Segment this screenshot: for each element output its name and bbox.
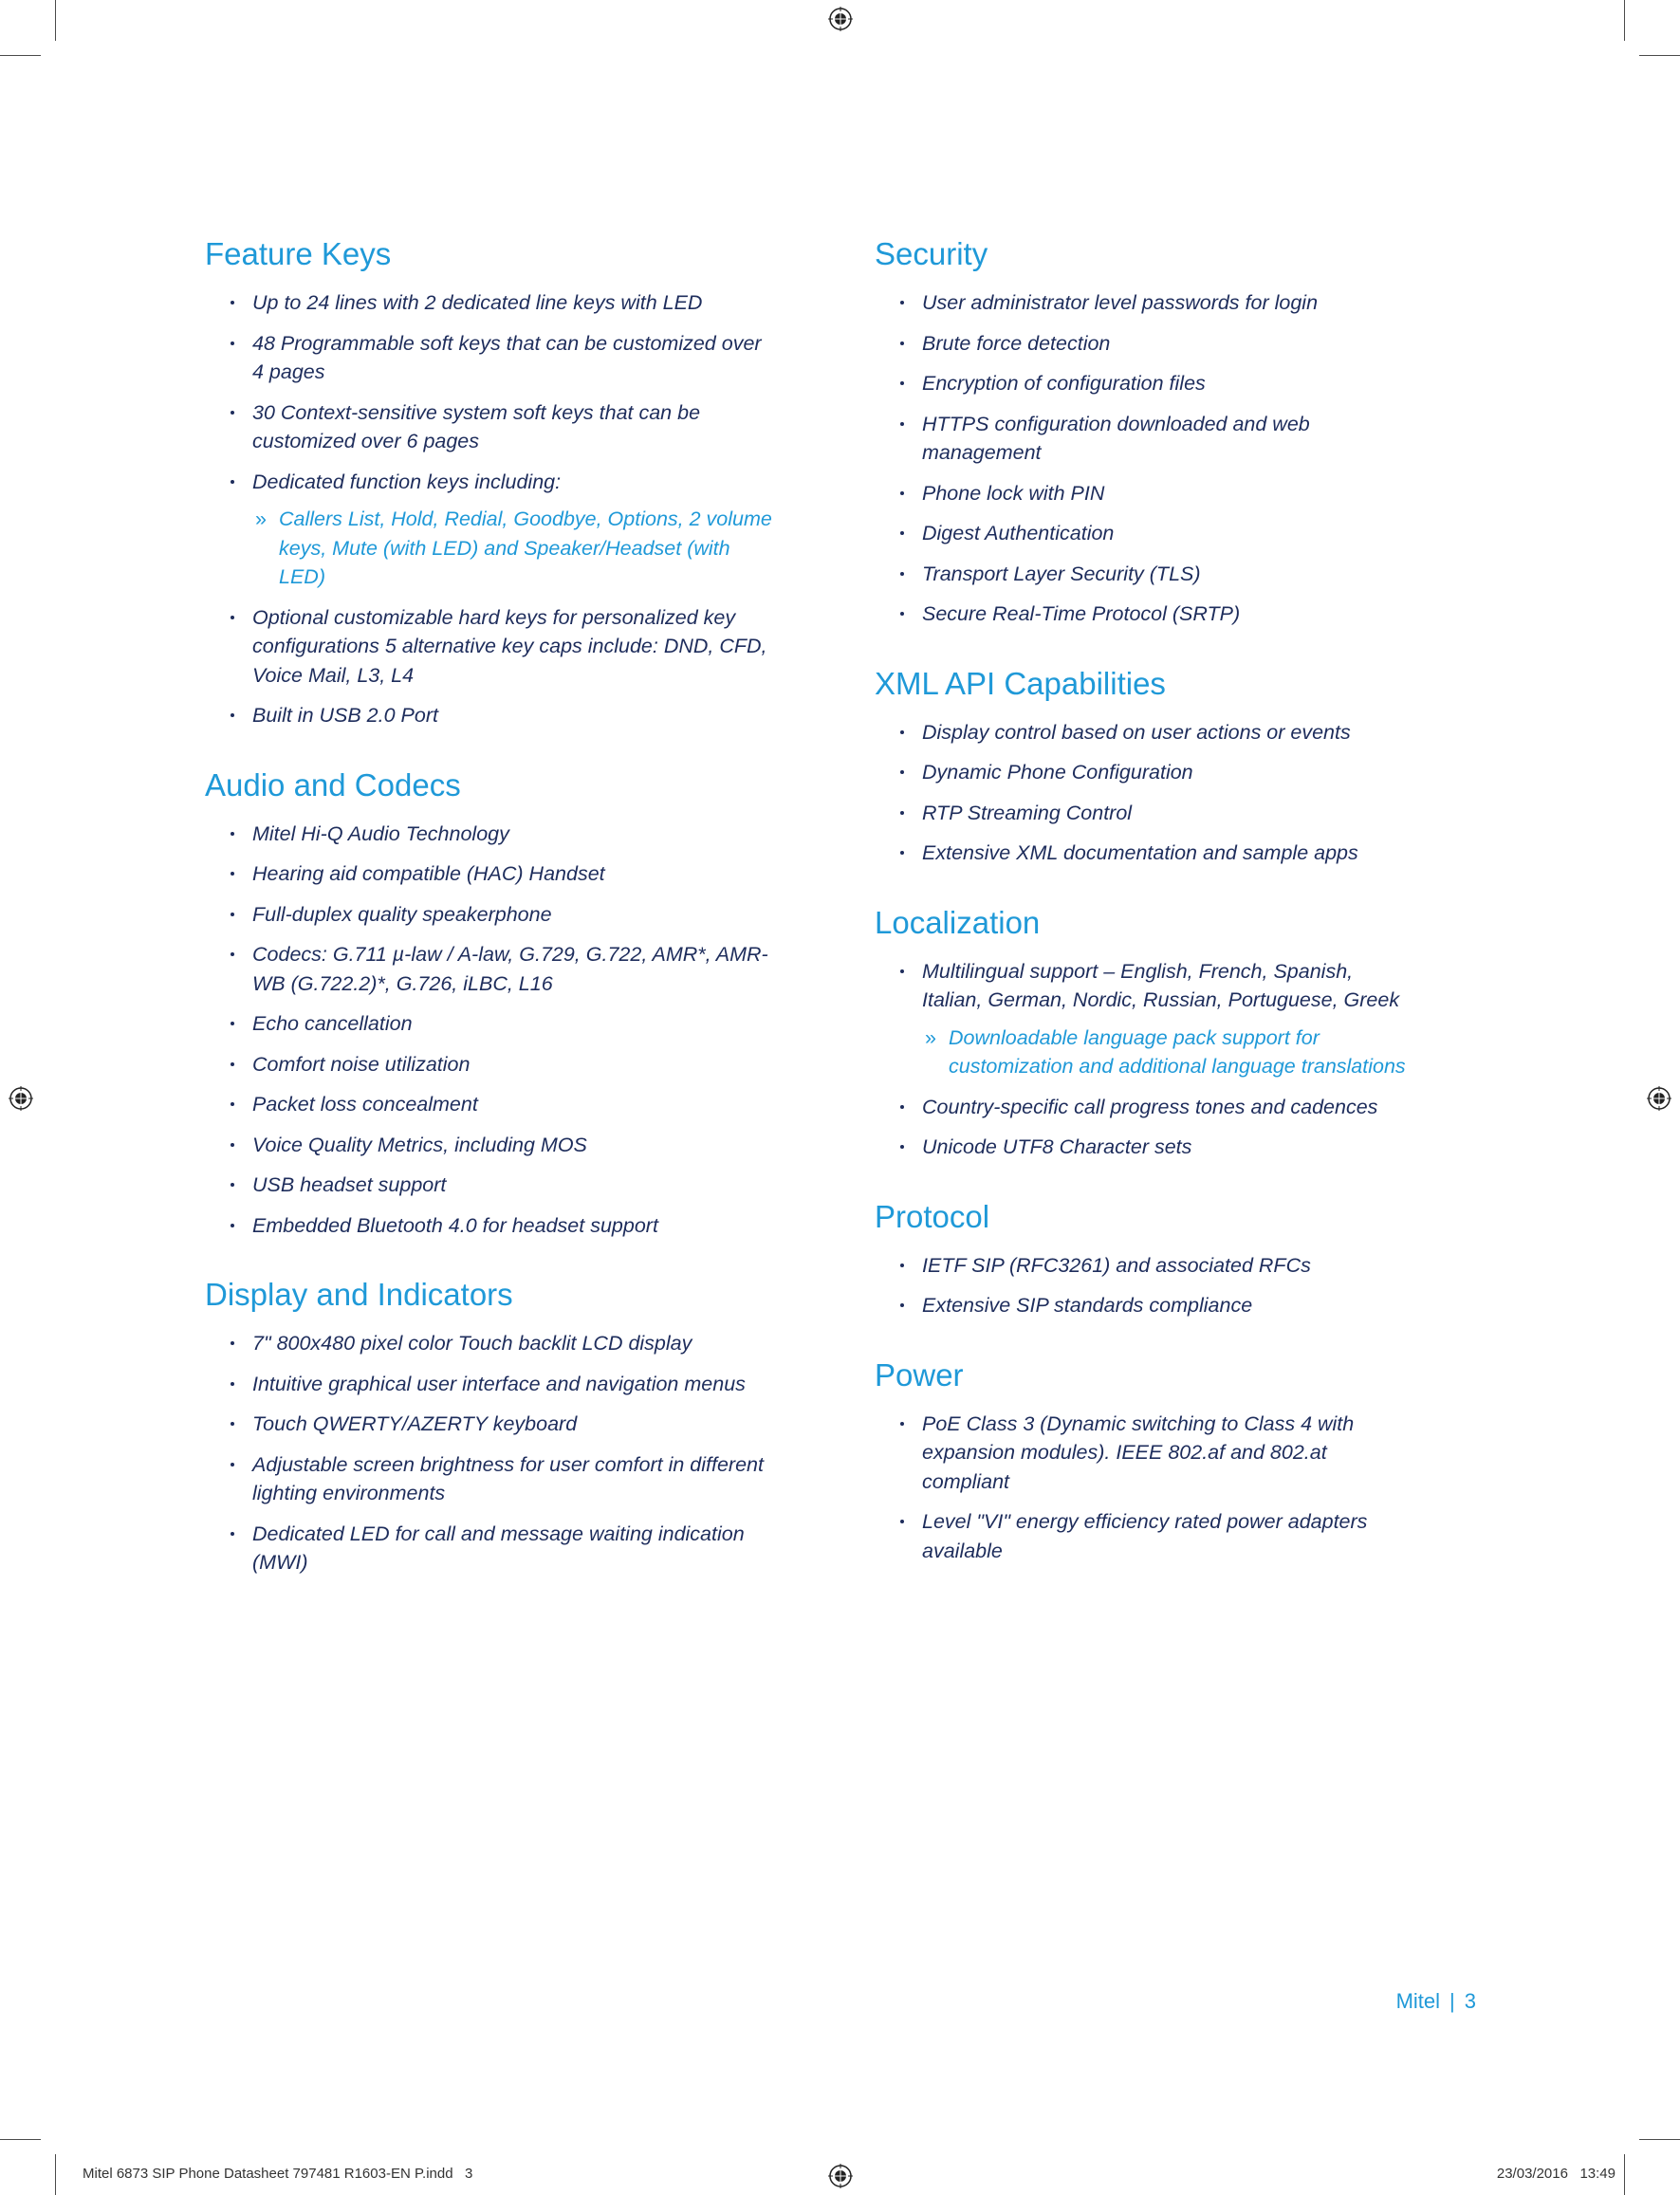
page-number: 3 bbox=[1464, 1989, 1476, 2013]
feature-item: Hearing aid compatible (HAC) Handset bbox=[205, 859, 774, 889]
crop-mark bbox=[1639, 2139, 1680, 2140]
feature-item: Codecs: G.711 µ-law / A-law, G.729, G.722, AMR*, AMR-WB (G.722.2)*, G.726, iLBC, L16 bbox=[205, 940, 774, 998]
crop-mark bbox=[1624, 0, 1625, 41]
feature-item: 7" 800x480 pixel color Touch backlit LCD display bbox=[205, 1329, 774, 1358]
feature-item: Full-duplex quality speakerphone bbox=[205, 900, 774, 930]
crop-mark bbox=[0, 55, 41, 56]
feature-item: Dynamic Phone Configuration bbox=[875, 758, 1406, 787]
feature-list bbox=[875, 288, 1406, 629]
feature-item: Optional customizable hard keys for personalized key configurations 5 alternative key caps include: DND, CFD, Voice Mail, L3, L4 bbox=[205, 603, 774, 691]
section-heading: XML API Capabilities bbox=[875, 665, 1166, 701]
feature-item: Encryption of configuration files bbox=[875, 369, 1406, 398]
feature-list bbox=[875, 718, 1406, 868]
feature-item: PoE Class 3 (Dynamic switching to Class 4 with expansion modules). IEEE 802.af and 802.at compliant bbox=[875, 1410, 1406, 1497]
feature-item: Phone lock with PIN bbox=[875, 479, 1406, 508]
feature-section bbox=[875, 1353, 1406, 1566]
section-heading: Security bbox=[875, 236, 988, 271]
feature-item: Level "VI" energy efficiency rated power adapters available bbox=[875, 1507, 1406, 1565]
feature-item: Digest Authentication bbox=[875, 519, 1406, 548]
feature-section bbox=[875, 900, 1406, 1162]
feature-item: Intuitive graphical user interface and navigation menus bbox=[205, 1370, 774, 1399]
feature-section bbox=[205, 763, 774, 1241]
feature-item: Extensive SIP standards compliance bbox=[875, 1291, 1406, 1320]
feature-item: Display control based on user actions or events bbox=[875, 718, 1406, 747]
feature-list bbox=[205, 820, 774, 1241]
section-heading: Audio and Codecs bbox=[205, 766, 461, 802]
right-column bbox=[875, 231, 1406, 1597]
feature-item: Up to 24 lines with 2 dedicated line keys with LED bbox=[205, 288, 774, 318]
feature-item: Brute force detection bbox=[875, 329, 1406, 359]
feature-list bbox=[205, 1329, 774, 1577]
feature-item: Secure Real-Time Protocol (SRTP) bbox=[875, 599, 1406, 629]
print-slug-date: 23/03/2016 13:49 bbox=[1496, 2166, 1615, 2182]
feature-item: Dedicated LED for call and message waiting indication (MWI) bbox=[205, 1520, 774, 1577]
crop-mark bbox=[0, 2139, 41, 2140]
feature-item: Voice Quality Metrics, including MOS bbox=[205, 1131, 774, 1160]
section-heading: Power bbox=[875, 1356, 964, 1393]
feature-list bbox=[875, 1410, 1406, 1566]
feature-item: Extensive XML documentation and sample apps bbox=[875, 839, 1406, 868]
section-heading: Protocol bbox=[875, 1198, 990, 1234]
feature-subitem: » Downloadable language pack support for customization and additional language translations bbox=[875, 1024, 1406, 1081]
feature-item: Transport Layer Security (TLS) bbox=[875, 560, 1406, 589]
feature-list bbox=[205, 288, 774, 730]
feature-section bbox=[875, 661, 1406, 868]
feature-list bbox=[875, 957, 1406, 1162]
footer-brand: Mitel bbox=[1395, 1989, 1441, 2013]
feature-item: Country-specific call progress tones and cadences bbox=[875, 1093, 1406, 1122]
feature-section bbox=[875, 1194, 1406, 1320]
section-heading: Display and Indicators bbox=[205, 1277, 513, 1312]
crop-mark bbox=[55, 0, 56, 41]
feature-item: Built in USB 2.0 Port bbox=[205, 701, 774, 730]
feature-item: Comfort noise utilization bbox=[205, 1050, 774, 1079]
feature-section bbox=[205, 231, 774, 730]
page-footer bbox=[1396, 1989, 1476, 2014]
feature-item: Dedicated function keys including: bbox=[205, 468, 774, 497]
crop-mark bbox=[1624, 2154, 1625, 2195]
feature-item: IETF SIP (RFC3261) and associated RFCs bbox=[875, 1251, 1406, 1281]
feature-item: Embedded Bluetooth 4.0 for headset support bbox=[205, 1211, 774, 1241]
feature-item: Mitel Hi-Q Audio Technology bbox=[205, 820, 774, 849]
crop-mark bbox=[55, 2154, 56, 2195]
feature-item: Echo cancellation bbox=[205, 1009, 774, 1039]
print-slug-file: Mitel 6873 SIP Phone Datasheet 797481 R1603-EN P.indd 3 bbox=[83, 2166, 473, 2182]
feature-section bbox=[875, 231, 1406, 629]
registration-mark-icon bbox=[828, 2164, 853, 2188]
feature-item: HTTPS configuration downloaded and web management bbox=[875, 410, 1406, 468]
feature-list bbox=[875, 1251, 1406, 1320]
feature-item: 48 Programmable soft keys that can be customized over 4 pages bbox=[205, 329, 774, 387]
feature-subitem: » Callers List, Hold, Redial, Goodbye, Options, 2 volume keys, Mute (with LED) and Speaker/Headset (with LED) bbox=[205, 505, 774, 592]
registration-mark-icon bbox=[1647, 1086, 1671, 1111]
feature-item: Multilingual support – English, French, Spanish, Italian, German, Nordic, Russian, Portuguese, Greek bbox=[875, 957, 1406, 1015]
feature-section bbox=[205, 1272, 774, 1577]
left-column bbox=[205, 231, 774, 1610]
registration-mark-icon bbox=[9, 1086, 33, 1111]
feature-item: Unicode UTF8 Character sets bbox=[875, 1133, 1406, 1162]
feature-item: USB headset support bbox=[205, 1171, 774, 1200]
feature-item: Touch QWERTY/AZERTY keyboard bbox=[205, 1410, 774, 1439]
feature-item: User administrator level passwords for login bbox=[875, 288, 1406, 318]
section-heading: Feature Keys bbox=[205, 236, 392, 271]
feature-item: Packet loss concealment bbox=[205, 1090, 774, 1119]
feature-item: RTP Streaming Control bbox=[875, 799, 1406, 828]
feature-item: 30 Context-sensitive system soft keys that can be customized over 6 pages bbox=[205, 398, 774, 456]
footer-separator: | bbox=[1449, 1989, 1455, 2013]
registration-mark-icon bbox=[828, 7, 853, 31]
feature-item: Adjustable screen brightness for user comfort in different lighting environments bbox=[205, 1450, 774, 1508]
section-heading: Localization bbox=[875, 904, 1041, 940]
crop-mark bbox=[1639, 55, 1680, 56]
